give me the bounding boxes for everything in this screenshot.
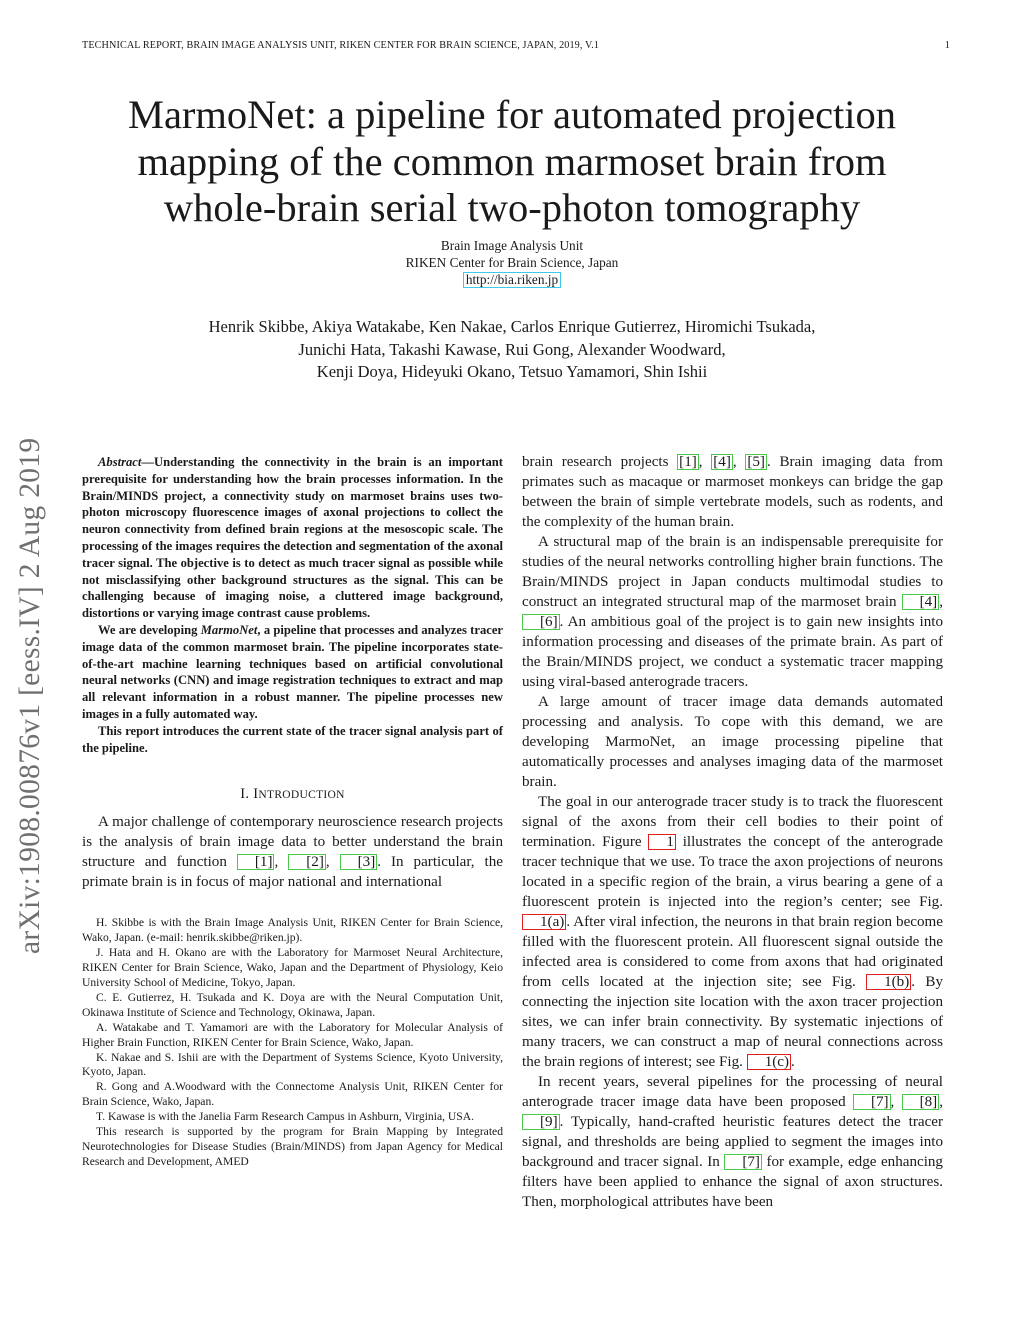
- paragraph: brain research projects [1] , [4] , [5] . Brain imaging data from primates such as macaque or marmoset monkeys can bridge the gap between the brain of simple vertebrate models, such as rodents, and the complexity of the human brain.: [522, 454, 944, 530]
- citation-link[interactable]: [4]: [713, 454, 731, 470]
- figure-reference-link[interactable]: 1(a): [522, 914, 566, 930]
- footnote: A. Watakabe and T. Yamamori are with the Laboratory for Molecular Analysis of Higher Brain Function, RIKEN Center for Brain Science, Wako, Japan.: [82, 1020, 503, 1049]
- figure-reference-link[interactable]: 1: [648, 834, 676, 850]
- affiliation-url-link[interactable]: http://bia.riken.jp: [463, 272, 561, 288]
- abstract-paragraph: This report introduces the current state of the tracer signal analysis part of the pipeline.: [82, 723, 503, 755]
- citation-link[interactable]: [2]: [288, 854, 326, 870]
- section-numeral: I.: [240, 786, 250, 803]
- paper-title: [100, 92, 924, 232]
- citation-link[interactable]: [4]: [902, 594, 940, 610]
- running-head-text: TECHNICAL REPORT, BRAIN IMAGE ANALYSIS UNIT, RIKEN CENTER FOR BRAIN SCIENCE, JAPAN, 2019, V.1: [82, 40, 599, 51]
- title-line: MarmoNet: a pipeline for automated projection: [127, 92, 897, 137]
- abstract-label: Abstract: [98, 455, 142, 469]
- citation-link[interactable]: [7]: [724, 1154, 762, 1170]
- title-line: mapping of the common marmoset brain from: [137, 138, 887, 184]
- paragraph: A large amount of tracer image data demands automated processing and analysis. To cope with this demand, we are developing MarmoNet, an image processing pipeline that automatically processes and analyses imaging data of the marmoset brain.: [522, 694, 943, 790]
- footnote: K. Nakae and S. Ishii are with the Department of Systems Science, Kyoto University, Kyoto, Japan.: [82, 1050, 503, 1079]
- figure-reference-link[interactable]: 1(c): [747, 1054, 791, 1070]
- paragraph: In recent years, several pipelines for the processing of neural anterograde tracer image data have been proposed [7] , [8] , [9] . Typically, hand-crafted heuristic features detect the tracer signal, and thresholds are being applied to segment the images into background and tracer signal. In [7] for example, edge enhancing filters have been applied to enhance the signal of axon structures. Then, morphological attributes have been: [522, 1074, 943, 1210]
- footnotes: [82, 916, 503, 1169]
- pipeline-name: MarmoNet: [200, 622, 258, 637]
- author-list: [112, 316, 912, 384]
- authors-line: Junichi Hata, Takashi Kawase, Rui Gong, Alexander Woodward,: [298, 339, 726, 359]
- right-column: [522, 452, 943, 1212]
- abstract-paragraph: [82, 454, 503, 622]
- footnote: C. E. Gutierrez, H. Tsukada and K. Doya are with the Neural Computation Unit, Okinawa Institute of Science and Technology, Okinawa, Japan.: [82, 990, 503, 1019]
- footnote: R. Gong and A.Woodward with the Connectome Analysis Unit, RIKEN Center for Brain Science, Wako, Japan.: [82, 1080, 503, 1109]
- abstract: [82, 454, 503, 756]
- paragraph: The goal in our anterograde tracer study is to track the fluorescent signal of the axons from their cell bodies to their point of termination. Figure 1 illustrates the concept of the anterograde tracer technique that we use. To trace the axon projections of neurons located in a specific region of the brain, a virus bearing a gene of a fluorescent protein is injected into the region’s center; see Fig. 1(a) . After viral infection, the neurons in that brain region become filled with the fluorescent protein. All fluorescent signal outside the infected area is considered to come from axons that had originated from cells located at the injection site; see Fig. 1(b) . By connecting the injection site location with the axon tracer projection sites, we can infer brain connectivity. By systematic injections of many tracers, we can construct a map of neural connections across the brain regions of interest; see Fig. 1(c) .: [522, 794, 943, 1070]
- section-title: INTRODUCTION: [253, 786, 345, 803]
- paragraph: A major challenge of contemporary neuroscience research projects is the analysis of brain image data to better understand the brain structure and function [1] , [2] , [3] . In particular, the primate brain is in focus of major national and international: [82, 814, 503, 891]
- citation-link[interactable]: [8]: [902, 1094, 940, 1110]
- affiliation-block: [262, 238, 762, 289]
- citation-link[interactable]: [1]: [679, 454, 697, 470]
- authors-line: Henrik Skibbe, Akiya Watakabe, Ken Nakae, Carlos Enrique Gutierrez, Hiromichi Tsukada,: [208, 317, 816, 336]
- affiliation-unit: Brain Image Analysis Unit: [440, 238, 584, 253]
- citation-link[interactable]: [1]: [237, 854, 275, 870]
- figure-reference-link[interactable]: 1(b): [866, 974, 911, 990]
- introduction-text: [82, 812, 503, 892]
- affiliation-center: RIKEN Center for Brain Science, Japan: [405, 254, 619, 270]
- footnote: This research is supported by the program for Brain Mapping by Integrated Neurotechnologies for Disease Studies (Brain/MINDS) from Japan Agency for Medical Research and Development, AMED: [82, 1125, 503, 1168]
- footnote: H. Skibbe is with the Brain Image Analysis Unit, RIKEN Center for Brain Science, Wako, Japan. (e-mail: henrik.skibbe@riken.jp).: [82, 916, 503, 945]
- footnote: J. Hata and H. Okano are with the Laboratory for Marmoset Neural Architecture, RIKEN Center for Brain Science, Wako, Japan and the Department of Physiology, Keio University School of Medicine, Tokyo, Japan.: [82, 946, 503, 989]
- footnote: T. Kawase is with the Janelia Farm Research Campus in Ashburn, Virginia, USA.: [96, 1110, 474, 1124]
- authors-line: Kenji Doya, Hideyuki Okano, Tetsuo Yamamori, Shin Ishii: [316, 362, 708, 381]
- paragraph: A structural map of the brain is an indispensable prerequisite for studies of the neural networks controlling higher brain functions. The Brain/MINDS project in Japan conducts multimodal studies to construct an integrated structural map of the marmoset brain [4] , [6] . An ambitious goal of the project is to gain new insights into information processing and diseases of the primate brain. As part of the Brain/MINDS project, we conduct a systematic tracer mapping using viral-based anterograde tracers.: [522, 534, 943, 690]
- citation-link[interactable]: [5]: [747, 454, 765, 470]
- citation-link[interactable]: [6]: [522, 614, 560, 630]
- abstract-paragraph: We are developing MarmoNet, a pipeline that processes and analyzes tracer image data of the common marmoset brain. The pipeline incorporates state-of-the-art machine learning techniques based on artificial convolutional neural networks (CNN) and image registration techniques to extract and map all relevant information in a robust manner. The pipeline processes new images in a fully automated way.: [82, 622, 504, 721]
- citation-link[interactable]: [7]: [853, 1094, 891, 1110]
- citation-link[interactable]: [3]: [340, 854, 378, 870]
- title-line: whole-brain serial two-photon tomography: [163, 185, 861, 230]
- section-heading-introduction: [82, 786, 503, 803]
- abstract-text: —Understanding the connectivity in the brain is an important prerequisite for understanding how the brain processes information. In the Brain/MINDS project, a connectivity study on marmoset brains uses two-photon microscopy fluorescence images of axonal projections to collect the neuron connectivity from defined brain regions at the mesoscopic scale. The processing of the images requires the detection and segmentation of the axonal tracer signal. The objective is to detect as much tracer signal as possible while not misclassifying other background structures as the signal. This can be challenging because of imaging noise, a cluttered image background, distortions or varying image contrast cause problems.: [82, 455, 503, 621]
- left-column: [82, 454, 503, 1170]
- page-number: 1: [944, 40, 950, 51]
- citation-link[interactable]: [9]: [522, 1114, 560, 1130]
- arxiv-identifier[interactable]: arXiv:1908.00876v1 [eess.IV] 2 Aug 2019: [14, 437, 46, 954]
- running-header: [82, 40, 950, 56]
